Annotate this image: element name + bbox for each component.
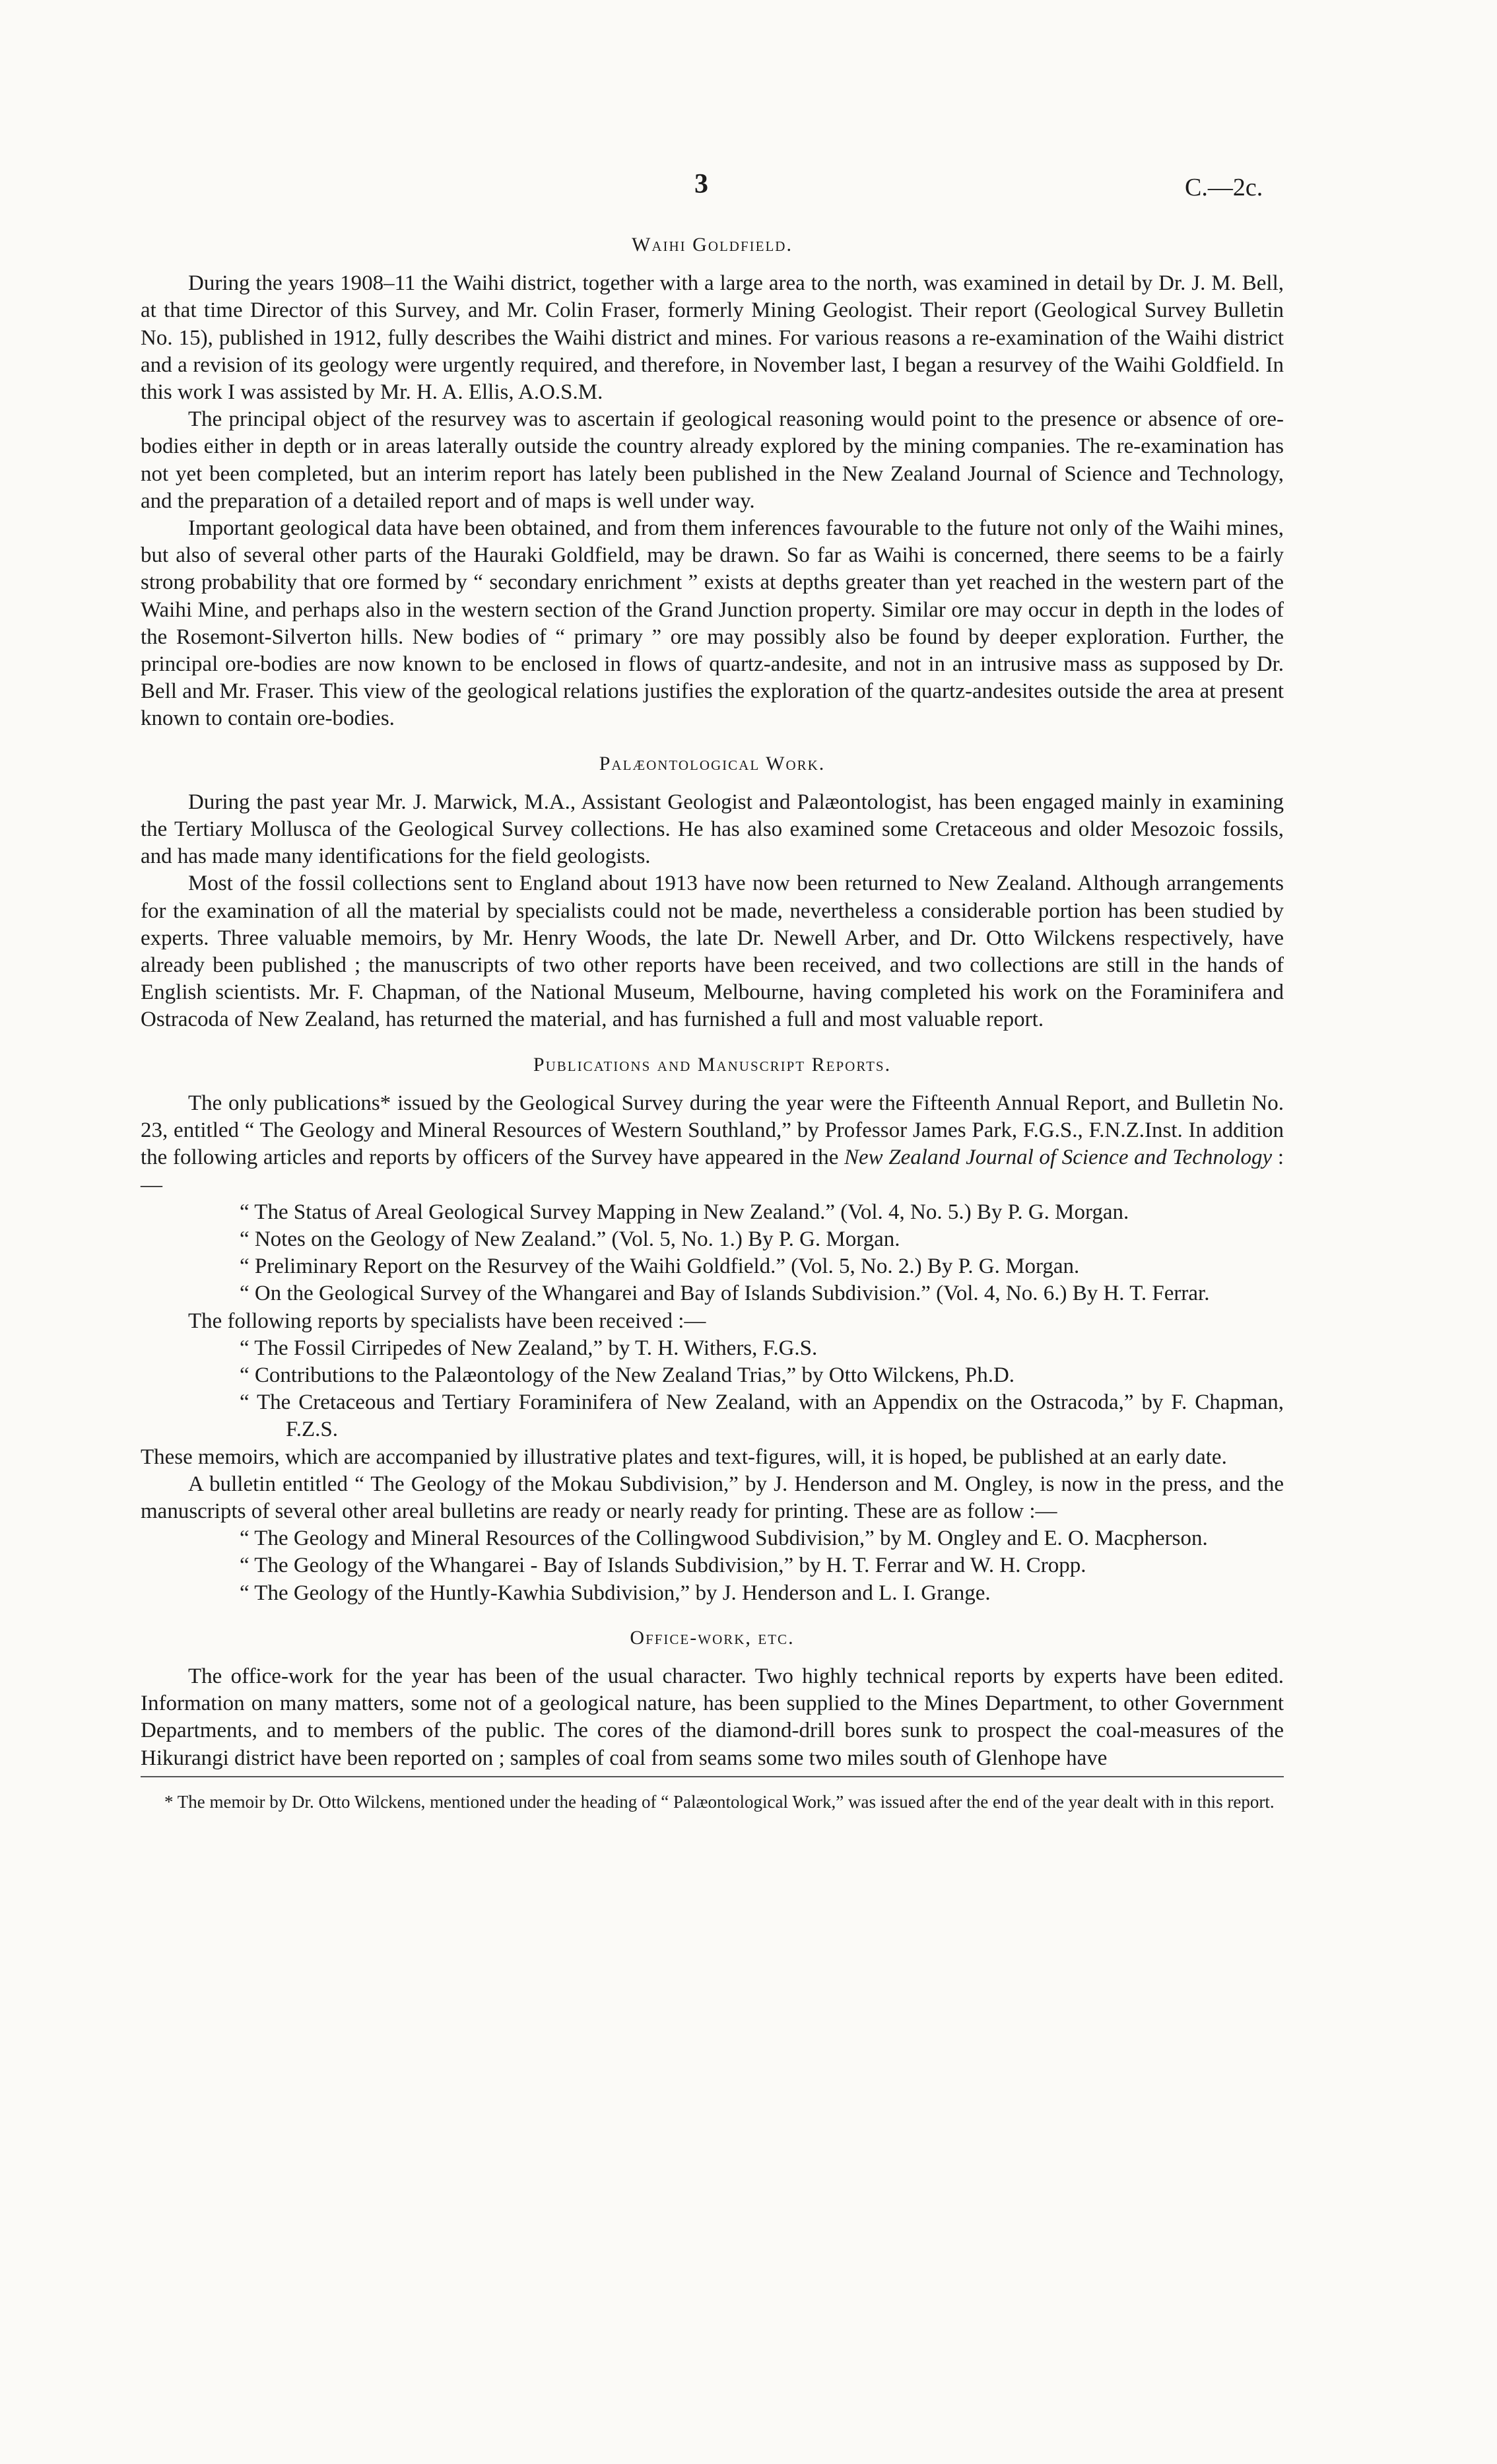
heading-office-work: Office-work, etc.: [630, 1626, 795, 1649]
publications-intro-text: The only publications* issued by the Geological Survey during the year were the Fifteenth Annual Report, and Bulletin No. 23, entitled “ The Geology and Mineral Resources of Western Southland,” by Professor James Park, F.G.S., F.N.Z.Inst. In addition the following articles and reports by officers of the Survey have appeared in the: [141, 1091, 1284, 1170]
document-reference: C.—2c.: [1185, 174, 1263, 201]
footnote: * The memoir by Dr. Otto Wilckens, mentioned under the heading of “ Palæontological Work,” was issued after the end of the year dealt with in this report.: [164, 1791, 1275, 1812]
footnote-divider: [141, 1776, 1284, 1777]
bulletin-item: “ The Geology and Mineral Resources of the Collingwood Subdivision,” by M. Ongley and E. O. Macpherson.: [240, 1526, 1208, 1551]
bulletin-item: “ The Geology of the Huntly-Kawhia Subdivision,” by J. Henderson and L. I. Grange.: [240, 1581, 991, 1605]
waihi-paragraph-2: [141, 406, 1284, 515]
article-item: “ The Status of Areal Geological Survey Mapping in New Zealand.” (Vol. 4, No. 5.) By P. G. Morgan.: [240, 1200, 1129, 1224]
palaeo-paragraph-1: During the past year Mr. J. Marwick, M.A., Assistant Geologist and Palæontologist, has been engaged mainly in examining the Tertiary Mollusca of the Geological Survey collections. He has also examined some Cretaceous and older Mesozoic fossils, and has made many identifications for the field geologists.: [141, 790, 1284, 869]
office-paragraph: The office-work for the year has been of the usual character. Two highly technical reports by experts have been edited. Information on many matters, some not of a geological nature, has been supplied to the Mines Department, to other Government Departments, and to members of the public. The cores of the diamond-drill bores sunk to prospect the coal-measures of the Hikurangi district have been reported on ; samples of coal from seams some two miles south of Glenhope have: [141, 1664, 1284, 1770]
waihi-paragraph-2-text: The principal object of the resurvey was to ascertain if geological reasoning would point to the presence or absence of ore-bodies either in depth or in areas laterally outside the country already explored by the mining companies. The re-examination has not yet been completed, but an interim report has lately been published in the New Zealand Journal of Science and Technology, and the preparation of a detailed report and of maps is well under way.: [141, 407, 1284, 513]
memoirs-note: These memoirs, which are accompanied by illustrative plates and text-figures, will, it is hoped, be published at an early date.: [141, 1445, 1227, 1469]
article-item: “ Notes on the Geology of New Zealand.” (Vol. 5, No. 1.) By P. G. Morgan.: [240, 1227, 900, 1251]
heading-publications: Publications and Manuscript Reports.: [533, 1053, 892, 1076]
page-body: [141, 231, 1284, 1813]
waihi-paragraph-3: Important geological data have been obtained, and from them inferences favourable to the future not only of the Waihi mines, but also of several other parts of the Hauraki Goldfield, may be drawn. So far as Waihi is concerned, there seems to be a fairly strong probability that ore formed by “ secondary enrichment ” exists at depths greater than yet reached in the western part of the Waihi Mine, and perhaps also in the western section of the Grand Junction property. Similar ore may occur in depth in the lodes of the Rosemont-Silverton hills. New bodies of “ primary ” ore may possibly also be found by deeper exploration. Further, the principal ore-bodies are now known to be enclosed in flows of quartz-andesite, and not in an intrusive mass as supposed by Dr. Bell and Mr. Fraser. This view of the geological relations justifies the exploration of the quartz-andesites outside the area at present known to contain ore-bodies.: [141, 516, 1284, 731]
palaeo-paragraph-2: Most of the fossil collections sent to England about 1913 have now been returned to New Zealand. Although arrangements for the examination of all the material by specialists could not be made, nevertheless a considerable portion has been studied by experts. Three valuable memoirs, by Mr. Henry Woods, the late Dr. Newell Arber, and Dr. Otto Wilckens respectively, have already been published ; the manuscripts of two other reports have been received, and two collections are still in the hands of English scientists. Mr. F. Chapman, of the National Museum, Melbourne, having completed his work on the Foraminifera and Ostracoda of New Zealand, has returned the material, and has furnished a full and most valuable report.: [141, 872, 1284, 1032]
publications-intro-journal: New Zealand Journal of Science and Technology: [844, 1146, 1273, 1170]
specialist-report-item: “ The Fossil Cirripedes of New Zealand,” by T. H. Withers, F.G.S.: [240, 1336, 818, 1360]
page-number: 3: [694, 169, 708, 199]
article-item: “ On the Geological Survey of the Whangarei and Bay of Islands Subdivision.” (Vol. 4, No. 6.) By H. T. Ferrar.: [240, 1282, 1210, 1306]
article-item: “ Preliminary Report on the Resurvey of the Waihi Goldfield.” (Vol. 5, No. 2.) By P. G. Morgan.: [240, 1254, 1080, 1279]
bulletin-item: “ The Geology of the Whangarei - Bay of Islands Subdivision,” by H. T. Ferrar and W. H. Cropp.: [240, 1554, 1086, 1578]
waihi-paragraph-1: During the years 1908–11 the Waihi district, together with a large area to the north, was examined in detail by Dr. J. M. Bell, at that time Director of this Survey, and Mr. Colin Fraser, formerly Mining Geologist. Their report (Geological Survey Bulletin No. 15), published in 1912, fully describes the Waihi district and mines. For various reasons a re-examination of the Waihi district and a revision of its geology were urgently required, and therefore, in November last, I began a resurvey of the Waihi Goldfield. In this work I was assisted by Mr. H. A. Ellis, A.O.S.M.: [141, 271, 1284, 405]
specialist-report-item: “ Contributions to the Palæontology of the New Zealand Trias,” by Otto Wilckens, Ph.D.: [240, 1363, 1015, 1387]
heading-waihi-goldfield: Waihi Goldfield.: [632, 234, 793, 256]
publications-intro: [141, 1090, 1284, 1199]
publications-intro-end: :—: [141, 1146, 1284, 1197]
specialist-report-item: “ The Cretaceous and Tertiary Foraminifera of New Zealand, with an Appendix on the Ostracoda,” by F. Chapman, F.Z.S.: [240, 1390, 1284, 1442]
heading-palaeontological-work: Palæontological Work.: [599, 752, 826, 774]
specialists-intro: The following reports by specialists have been received :—: [188, 1309, 706, 1333]
bulletin-note: A bulletin entitled “ The Geology of the Mokau Subdivision,” by J. Henderson and M. Ongley, is now in the press, and the manuscripts of several other areal bulletins are ready or nearly ready for printing. These are as follow :—: [141, 1472, 1284, 1523]
